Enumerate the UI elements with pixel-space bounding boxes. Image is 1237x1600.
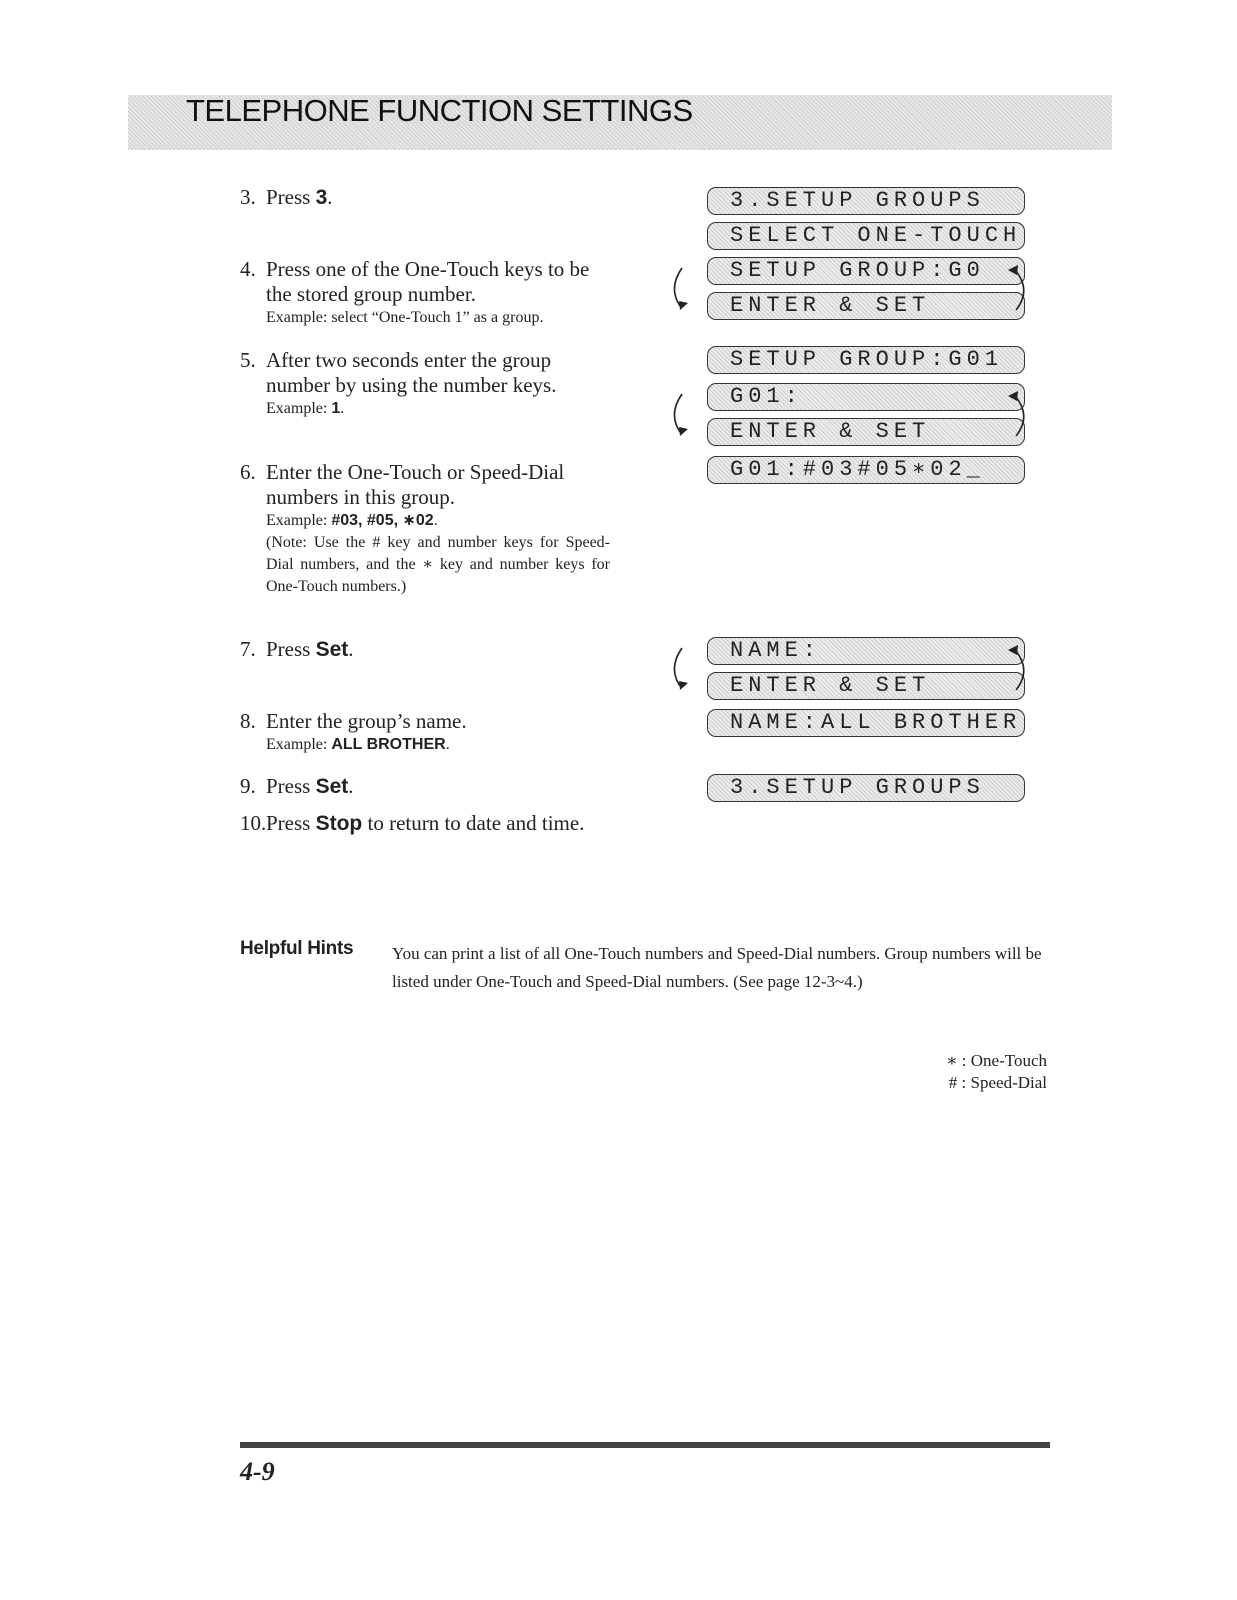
step-7 bbox=[240, 637, 610, 662]
step-number: 4. bbox=[240, 257, 256, 281]
lcd-display: NAME: bbox=[707, 637, 1025, 665]
step-text-end: . bbox=[348, 637, 354, 661]
key-name: 3 bbox=[315, 186, 328, 209]
step-number: 5. bbox=[240, 348, 256, 372]
example-prefix: Example: bbox=[266, 512, 332, 529]
example-prefix: Example: bbox=[266, 736, 332, 753]
step-text: Press bbox=[266, 637, 316, 661]
step-text: Press bbox=[266, 811, 316, 835]
step-text: Enter the One-Touch or Speed-Dial numbers in this group. bbox=[266, 460, 565, 509]
step-5 bbox=[240, 348, 610, 420]
key-name: Stop bbox=[315, 812, 363, 835]
step-number: 7. bbox=[240, 637, 256, 661]
step-example: Example: select “One-Touch 1” as a group. bbox=[266, 309, 544, 326]
key-name: Set bbox=[315, 638, 349, 661]
lcd-display: G01:#03#05∗02_ bbox=[707, 456, 1025, 484]
lcd-display: SETUP GROUP:G01 bbox=[707, 346, 1025, 374]
example-suffix: . bbox=[445, 736, 450, 753]
step-number: 6. bbox=[240, 460, 256, 484]
key-name: Set bbox=[315, 775, 349, 798]
footer-rule bbox=[240, 1442, 1050, 1448]
helpful-hints-label: Helpful Hints bbox=[240, 938, 354, 959]
symbol-legend bbox=[946, 1050, 1047, 1094]
step-8 bbox=[240, 709, 610, 756]
step-number: 8. bbox=[240, 709, 256, 733]
step-text: After two seconds enter the group number by using the number keys. bbox=[266, 348, 557, 397]
step-text-end: to return to date and time. bbox=[362, 811, 585, 835]
step-text: Enter the group’s name. bbox=[266, 709, 467, 733]
step-3 bbox=[240, 185, 610, 210]
page-title: TELEPHONE FUNCTION SETTINGS bbox=[186, 93, 693, 128]
step-number: 9. bbox=[240, 774, 256, 798]
step-10 bbox=[240, 811, 610, 836]
example-suffix: . bbox=[433, 512, 438, 529]
legend-speed-dial: # : Speed-Dial bbox=[948, 1073, 1047, 1092]
page-number: 4-9 bbox=[240, 1457, 275, 1486]
lcd-display: ENTER & SET bbox=[707, 672, 1025, 700]
cycle-arrow-icon bbox=[670, 384, 1040, 454]
cycle-arrow-icon bbox=[670, 258, 1040, 328]
lcd-display: G01: bbox=[707, 383, 1025, 411]
step-number: 3. bbox=[240, 185, 256, 209]
step-text: Press bbox=[266, 185, 316, 209]
example-suffix: . bbox=[340, 400, 345, 417]
legend-one-touch: ∗ : One-Touch bbox=[945, 1051, 1047, 1070]
step-text-end: . bbox=[327, 185, 333, 209]
step-4 bbox=[240, 257, 610, 329]
example-prefix: Example: bbox=[266, 400, 332, 417]
helpful-hints-text: You can print a list of all One-Touch numbers and Speed-Dial numbers. Group numbers will be listed under One-Touch and Speed-Dial numbers. (See page 12-3~4.) bbox=[392, 944, 1042, 991]
lcd-display: 3.SETUP GROUPS bbox=[707, 187, 1025, 215]
lcd-display: 3.SETUP GROUPS bbox=[707, 774, 1025, 802]
step-text-end: . bbox=[348, 774, 354, 798]
step-9 bbox=[240, 774, 610, 799]
example-key: 1 bbox=[331, 400, 341, 417]
lcd-display: ENTER & SET bbox=[707, 292, 1025, 320]
step-6 bbox=[240, 460, 610, 598]
example-key: #03, #05, ∗02 bbox=[331, 512, 434, 529]
step-text: Press bbox=[266, 774, 316, 798]
step-number: 10. bbox=[240, 811, 267, 835]
lcd-display: ENTER & SET bbox=[707, 418, 1025, 446]
lcd-display: SETUP GROUP:G0 bbox=[707, 257, 1025, 285]
header-band bbox=[128, 95, 1112, 150]
cycle-arrow-icon bbox=[670, 638, 1040, 708]
step-text: Press one of the One-Touch keys to be the stored group number. bbox=[266, 257, 590, 306]
lcd-display: NAME:ALL BROTHER bbox=[707, 709, 1025, 737]
step-note: (Note: Use the # key and number keys for Speed-Dial numbers, and the ∗ key and number keys for One-Touch numbers.) bbox=[266, 534, 610, 595]
example-key: ALL BROTHER bbox=[331, 736, 446, 753]
lcd-display: SELECT ONE-TOUCH bbox=[707, 222, 1025, 250]
